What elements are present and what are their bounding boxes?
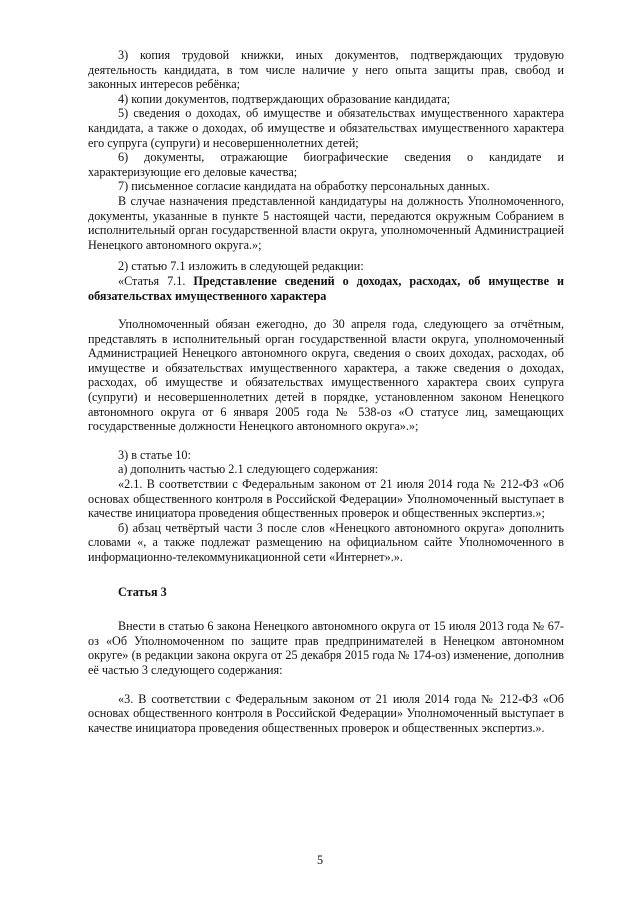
page-number: 5 — [316, 853, 324, 867]
paragraph-item-6: 6) документы, отражающие биографические сведения о кандидате и характеризующие его деловые качества; — [88, 150, 564, 179]
paragraph-article-10-a: а) дополнить частью 2.1 следующего содержания: — [118, 462, 379, 477]
paragraph-item-3: 3) копия трудовой книжки, иных документов, подтверждающих трудовую деятельность кандидата, в том числе наличие у него опыта защиты прав, свобод и законных интересов ребёнка; — [88, 48, 564, 92]
article-7-1-label: «Статья 7.1. — [118, 273, 194, 288]
paragraph-article-7-1-intro: 2) статью 7.1 изложить в следующей редакции: — [118, 259, 364, 274]
paragraph-part-3: «3. В соответствии с Федеральным законом от 21 июля 2014 года № 212-ФЗ «Об основах общественного контроля в Российской Федерации» Уполномоченный выступает в качестве инициатора проведения общественных проверок и общественных экспертиз.». — [88, 691, 564, 735]
article-7-1-title: Представление сведений о доходах, расходах, об имуществе и обязательствах имущественного характера — [88, 273, 564, 303]
paragraph-ombudsman-obligation: Уполномоченный обязан ежегодно, до 30 апреля года, следующего за отчётным, представлять в исполнительный орган государственной власти округа, уполномоченный Администрацией Ненецкого автономного округа, сведения о своих доходах, расходах, об имуществе и обязательствах имущественного характера, а также сведения о доходах, расходах, об имуществе и обязательствах имущественного характера своих супруга (супруги) и несовершеннолетних детей в порядке, установленном законом Ненецкого автономного округа от 6 января 2005 года № 538-оз «О статусе лиц, замещающих государственные должности Ненецкого автономного округа».»; — [88, 317, 564, 434]
paragraph-appointment: В случае назначения представленной кандидатуры на должность Уполномоченного, документы, указанные в пункте 5 настоящей части, передаются окружным Собранием в исполнительный орган государственной власти округа, уполномоченный Администрацией Ненецкого автономного округа.»; — [88, 193, 564, 252]
paragraph-item-4: 4) копии документов, подтверждающих образование кандидата; — [118, 91, 451, 106]
paragraph-part-2-1: «2.1. В соответствии с Федеральным законом от 21 июля 2014 года № 212-ФЗ «Об основах общественного контроля в Российской Федерации» Уполномоченный выступает в качестве инициатора проведения общественных проверок и общественных экспертиз.»; — [88, 477, 564, 521]
document-body — [88, 48, 564, 735]
article-7-1-heading — [88, 274, 564, 303]
article-3-heading: Статья 3 — [118, 584, 167, 599]
paragraph-article-10-intro: 3) в статье 10: — [118, 447, 191, 462]
paragraph-item-5: 5) сведения о доходах, об имуществе и обязательствах имущественного характера кандидата, а также о доходах, об имуществе и обязательствах имущественного характера его супруга (супруги) и несовершеннолетних детей; — [88, 106, 564, 150]
paragraph-article-3-body: Внести в статью 6 закона Ненецкого автономного округа от 15 июля 2013 года № 67-оз «Об Уполномоченном по защите прав предпринимателей в Ненецком автономном округе» (в редакции закона округа от 25 декабря 2015 года № 174-оз) изменение, дополнив её частью 3 следующего содержания: — [88, 619, 564, 677]
paragraph-article-10-b: б) абзац четвёртый части 3 после слов «Ненецкого автономного округа» дополнить словами «, а также подлежат размещению на официальном сайте Уполномоченного в информационно-телекоммуникационной сети «Интернет».». — [88, 520, 564, 564]
paragraph-item-7: 7) письменное согласие кандидата на обработку персональных данных. — [118, 179, 490, 194]
